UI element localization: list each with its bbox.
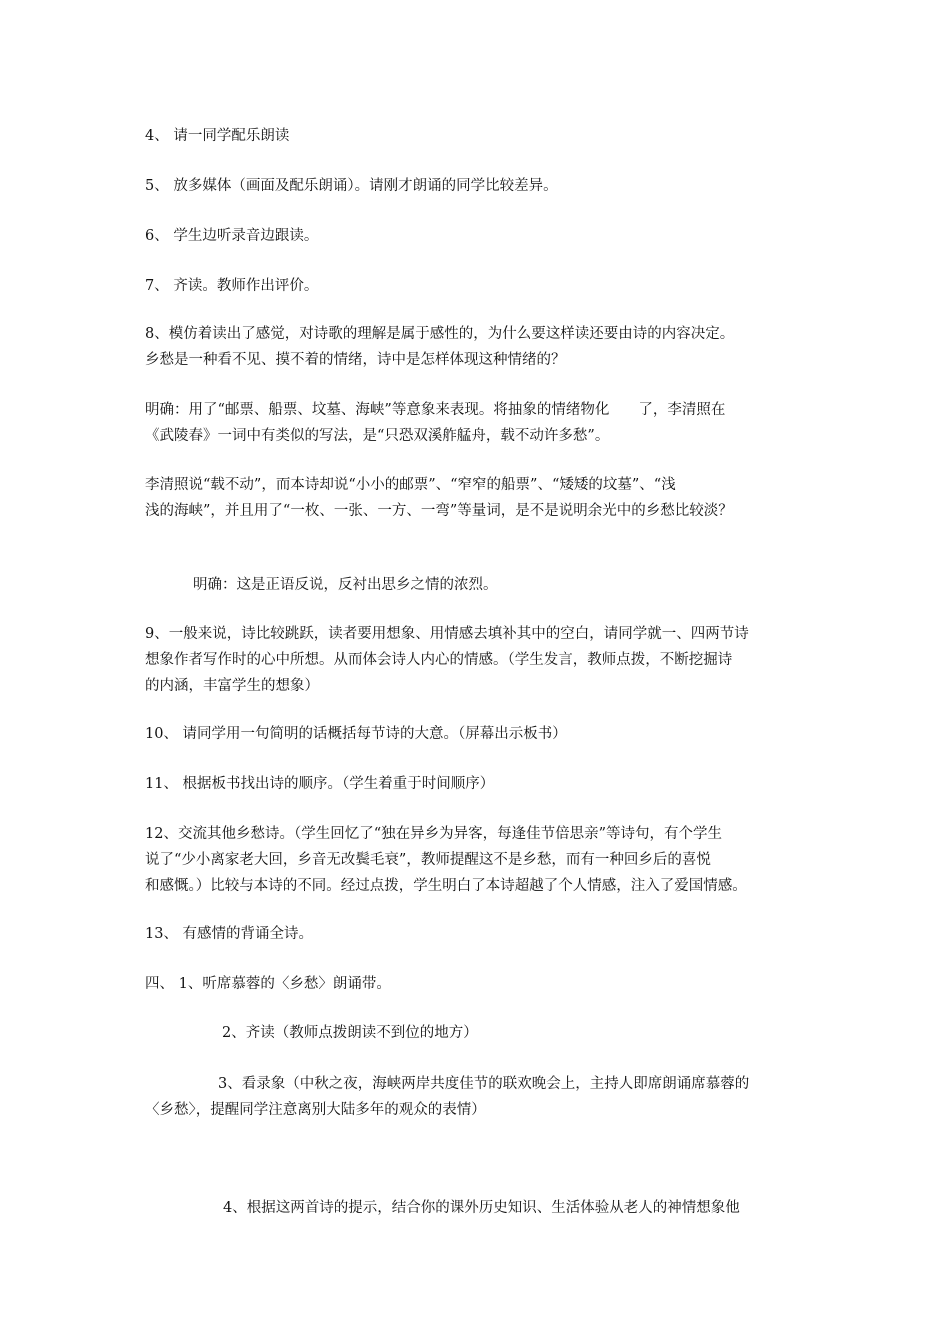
item-9-line-1: 9、一般来说，诗比较跳跃，读者要用想象、用情感去填补其中的空白，请同学就一、四两节诗 [145,626,749,642]
item-5: 5、 放多媒体（画面及配乐朗诵）。请刚才朗诵的同学比较差异。 [145,178,558,194]
answer-2: 明确：这是正语反说，反衬出思乡之情的浓烈。 [193,577,498,593]
item-9-line-2: 想象作者写作时的心中所想。从而体会诗人内心的情感。（学生发言，教师点拨，不断挖掘诗 [145,652,733,668]
item-10: 10、 请同学用一句简明的话概括每节诗的大意。（屏幕出示板书） [145,726,567,742]
answer-1-line-2: 《武陵春》一词中有类似的写法，是“只恐双溪舴艋舟，载不动许多愁”。 [145,428,610,444]
item-12-line-3: 和感慨。）比较与本诗的不同。经过点拨，学生明白了本诗超越了个人情感，注入了爱国情感。 [145,878,747,894]
item-4: 4、 请一同学配乐朗读 [145,128,290,144]
section-4-item-3-line-1: 3、看录象（中秋之夜，海峡两岸共度佳节的联欢晚会上，主持人即席朗诵席慕蓉的 [218,1076,750,1092]
section-4-item-1: 四、 1、听席慕蓉的〈乡愁〉朗诵带。 [145,976,391,992]
answer-1-line-1: 明确：用了“邮票、船票、坟墓、海峡”等意象来表现。将抽象的情绪物化 了，李清照在 [145,402,726,418]
section-4-item-2: 2、齐读（教师点拨朗读不到位的地方） [222,1025,478,1041]
item-6: 6、 学生边听录音边跟读。 [145,228,319,244]
section-4-item-3-line-2: 〈乡愁〉，提醒同学注意离别大陆多年的观众的表情） [145,1102,486,1118]
item-12-line-1: 12、交流其他乡愁诗。（学生回忆了“独在异乡为异客，每逢佳节倍思亲”等诗句，有个学生 [145,826,723,842]
li-qingzhao-line-2: 浅的海峡”，并且用了“一枚、一张、一方、一弯”等量词，是不是说明余光中的乡愁比较淡？ [145,503,733,519]
item-12-line-2: 说了“少小离家老大回，乡音无改鬓毛衰”，教师提醒这不是乡愁，而有一种回乡后的喜悦 [145,852,711,868]
item-8-line-1: 8、模仿着读出了感觉，对诗歌的理解是属于感性的，为什么要这样读还要由诗的内容决定。 [145,326,735,342]
item-11: 11、 根据板书找出诗的顺序。（学生着重于时间顺序） [145,776,495,792]
item-7: 7、 齐读。教师作出评价。 [145,278,319,294]
item-13: 13、 有感情的背诵全诗。 [145,926,314,942]
li-qingzhao-line-1: 李清照说“载不动”，而本诗却说“小小的邮票”、“窄窄的船票”、“矮矮的坟墓”、“浅 [145,477,676,493]
item-8-line-2: 乡愁是一种看不见、摸不着的情绪，诗中是怎样体现这种情绪的？ [145,352,566,368]
item-9-line-3: 的内涵，丰富学生的想象） [145,678,319,694]
section-4-item-4: 4、根据这两首诗的提示，结合你的课外历史知识、生活体验从老人的神情想象他 [223,1200,740,1216]
